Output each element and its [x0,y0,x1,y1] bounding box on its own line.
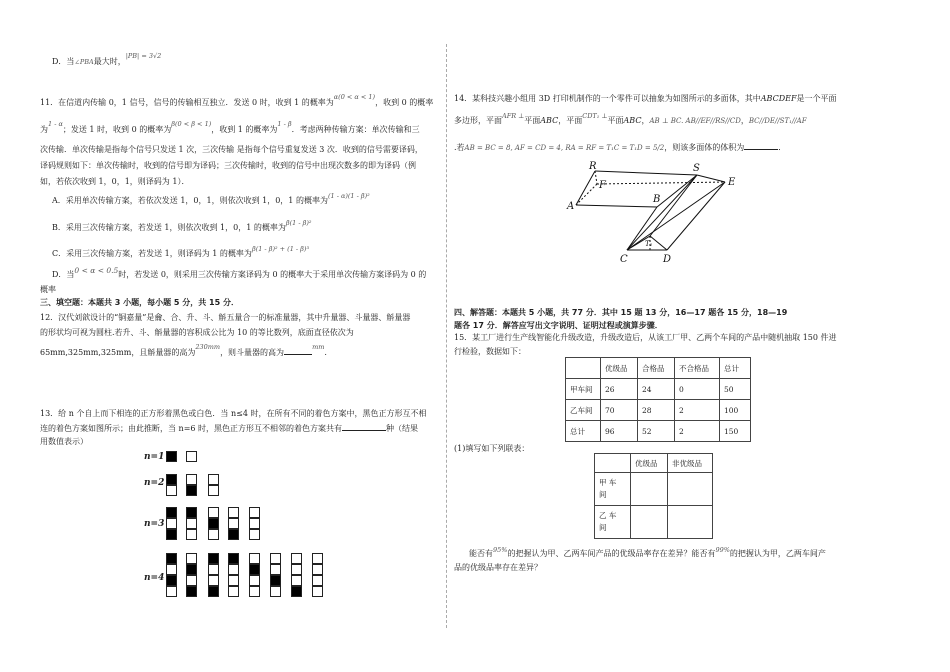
table-cell: 50 [720,379,751,400]
square-white [208,507,219,518]
q14-line3: .若AB = BC = 8, AF = CD = 4, RA = RF = T₁C = T₁D = 5/2，则该多面体的体积为 ． [454,143,787,152]
table-row [566,400,751,421]
table-cell: 甲 车 间 [595,473,631,506]
square-black [208,518,219,529]
square-black [166,507,177,518]
q11-line5: 如，若依次收到 1，0，1，则译码为 1）． [40,177,190,186]
table-cell: 乙车间 [566,400,601,421]
q11-line4: 译码规则如下：单次传输时，收到的信号即为译码；三次传输时，收到的信号中出现次数多的即为译码（例 [40,161,416,170]
table-header-cell: 总计 [720,358,751,379]
square-black [208,586,219,597]
square-white [186,553,197,564]
square-white [270,586,281,597]
square-white [270,564,281,575]
q11-option-d: D．当0 < α < 0.5时，若发送 0，则采用三次传输方案译码为 0 的概率大于采用单次传输方案译码为 0 的 [52,266,427,279]
q13-line1: 13．给 n 个自上而下相连的正方形着黑色或白色．当 n≤4 时，在所有不同的着色方案中，黑色正方形互不相 [40,409,427,418]
table-cell-empty[interactable] [668,506,713,539]
q11-option-a: A．采用单次传输方案，若依次发送 1，0，1，则依次收到 1，0，1 的概率为$^{(1 - \alpha)(1 - \beta)^2}$ [52,192,370,205]
table-cell-empty[interactable] [668,473,713,506]
square-white [312,564,323,575]
square-black [208,553,219,564]
vertex-label-r: R [589,161,597,172]
table-cell: 甲车间 [566,379,601,400]
table-cell: 100 [720,400,751,421]
square-white [186,575,197,586]
q15-line2: 行检验，数据如下： [454,347,526,356]
table-header-cell [566,358,601,379]
table-header-cell: 优级品 [631,454,668,473]
section-4-heading: 四、解答题：本题共 5 小题，共 77 分．其中 15 题 13 分，16—17 题各 15 分，18—19 [454,308,788,317]
square-black [186,485,197,496]
q11-line1: 11．在信道内传输 0，1 信号，信号的传输相互独立．发送 0 时，收到 1 的概率为$^{\alpha(0 < \alpha < 1)}$，收到 0 的概率 [40,93,434,107]
label-n3: n=3 [144,519,165,529]
square-black [166,529,177,540]
table-cell: 26 [601,379,638,400]
vertex-label-d: D [663,254,672,265]
table-row [595,506,713,539]
edge [595,171,697,175]
section-4-heading-cont: 题各 17 分．解答应写出文字说明、证明过程或演算步骤． [454,321,663,330]
square-white [291,553,302,564]
edge [627,175,697,250]
left-column [0,0,445,672]
table-cell: 24 [638,379,675,400]
square-white [228,564,239,575]
q15-question-line2: 品的优级品率存在差异？ [454,563,542,572]
table-row [566,379,751,400]
square-white [249,553,260,564]
square-black [228,529,239,540]
table-cell: 52 [638,421,675,442]
square-white [166,564,177,575]
vertex-label-c: C [620,254,628,265]
square-black [186,507,197,518]
square-white [270,553,281,564]
square-white [208,474,219,485]
table-header-cell: 不合格品 [675,358,720,379]
square-black [186,564,197,575]
table-header-cell: 合格品 [638,358,675,379]
square-white [166,485,177,496]
vertex-label-s: S [693,163,700,174]
table-cell: 乙 车 间 [595,506,631,539]
square-black [249,564,260,575]
edge [576,171,595,205]
q13-line2: 连的着色方案如图所示；由此推断，当 n=6 时，黑色正方形互不相邻的着色方案共有 种（结果 [40,424,419,433]
table-row [566,421,751,442]
table-cell: 150 [720,421,751,442]
square-black [291,586,302,597]
square-black [186,586,197,597]
square-white [312,553,323,564]
square-black [270,575,281,586]
edge [650,236,667,250]
square-white [208,529,219,540]
square-white [249,518,260,529]
q15-part1: (1)填写如下列联表： [454,444,530,453]
right-column [447,0,950,672]
square-white [249,586,260,597]
square-white [291,575,302,586]
q14-answer-blank[interactable] [744,149,778,150]
edge-hidden [595,171,597,184]
q12-answer-blank[interactable] [284,354,312,355]
q15-line1: 15．某工厂进行生产线智能化升级改造，升级改造后，从该工厂甲、乙两个车间的产品中随机抽取 150 件进 [454,333,837,342]
vertex-label-f: F [599,180,606,191]
q11-option-b: B．采用三次传输方案，若发送 1，则依次收到 1，0，1 的概率为$^{\beta(1 - \beta)^2}$ [52,219,312,232]
q14-line1: 14．某科技兴趣小组用 3D 打印机制作的一个零件可以抽象为如图所示的多面体，其中ABCDEF是一个平面 [454,94,837,103]
square-white [208,564,219,575]
square-white [312,586,323,597]
q13-line3: 用数值表示） [40,437,88,446]
vertex-label-a: A [567,201,575,212]
q12-line2: 的形状均可视为圆柱.若升、斗、斛量器的容积成公比为 10 的等比数列，底面直径依次为 [40,328,354,337]
q15-question-line1: 能否有$^{95\%}$的把握认为甲、乙两车间产品的优级品率存在差异？能否有$^{99\%}$的把握认为甲，乙两车间产 [469,546,826,558]
table-cell-empty[interactable] [631,506,668,539]
table-cell: 96 [601,421,638,442]
square-white [186,474,197,485]
square-white [186,529,197,540]
q12-line1: 12．汉代刘歆设计的“铜嘉量”是龠、合、升、斗、斛五量合一的标准量器，其中升量器、斗量器、斛量器 [40,313,411,322]
square-black [166,474,177,485]
square-white [166,586,177,597]
table-cell: 28 [638,400,675,421]
square-white [291,564,302,575]
table-header-cell: 非优级品 [668,454,713,473]
q15-data-table [565,357,751,442]
q14-line2: 多边形，平面$^{AFR \perp}$平面ABC，平面$^{CDT_1 \perp}$平面ABC，AB ⊥ BC. AB//EF//RS//CD，BC//DE//ST₁//AF [454,112,807,125]
vertex-label-t1: T₁ [645,240,653,248]
table-cell: 2 [675,400,720,421]
square-white [312,575,323,586]
square-white [208,485,219,496]
q15-contingency-table [594,453,713,539]
square-white [249,575,260,586]
q13-answer-blank[interactable] [342,430,386,431]
section-3-heading: 三、填空题：本题共 3 小题，每小题 5 分，共 15 分． [40,298,239,307]
label-n2: n=2 [144,478,165,488]
square-black [166,451,177,462]
table-row [595,473,713,506]
table-cell: 0 [675,379,720,400]
q11-option-c: C．采用三次传输方案，若发送 1，则译码为 1 的概率为$^{\beta(1 - \beta)^2 + (1 - \beta)^3}$ [52,245,310,258]
q11-option-d-cont: 概率 [40,285,56,294]
q10-option-d: D．当∠PBA最大时，$^{|PB| = 3√2}$ [52,52,162,66]
edge [650,175,697,236]
square-white [186,518,197,529]
q14-polyhedron-figure [557,158,757,268]
square-white [228,575,239,586]
table-header-cell: 优级品 [601,358,638,379]
square-white [228,586,239,597]
table-header-row [595,454,713,473]
q11-line2: 为$^{1 - \alpha}$；发送 1 时，收到 0 的概率为$^{\beta(0 < \beta < 1)}$，收到 1 的概率为$^{1 - \beta}$．考虑两种传输方案：单次传输和三 [40,120,420,134]
q11-line3: 次传输．单次传输是指每个信号只发送 1 次，三次传输 是指每个信号重复发送 3 次．收到的信号需要译码， [40,145,423,154]
edge [697,175,725,182]
table-cell-empty[interactable] [631,473,668,506]
label-n1: n=1 [144,452,165,462]
square-white [166,518,177,529]
vertex-label-e: E [728,177,736,188]
square-white [186,451,197,462]
edge-hidden [597,182,725,184]
square-white [228,507,239,518]
square-white [249,529,260,540]
table-header-cell [595,454,631,473]
edge [657,175,697,207]
square-black [166,575,177,586]
square-black [166,553,177,564]
edge [627,207,657,250]
square-black [228,553,239,564]
square-white [249,507,260,518]
table-header-row [566,358,751,379]
table-cell: 70 [601,400,638,421]
square-white [208,575,219,586]
q12-line3: 65mm,325mm,325mm，且斛量器的高为$^{230mm}$，则斗量器的高为$^{mm}$. [40,343,327,357]
vertex-label-b: B [653,194,661,205]
edge [576,205,657,207]
label-n4: n=4 [144,573,165,583]
table-cell: 总计 [566,421,601,442]
square-white [228,518,239,529]
table-cell: 2 [675,421,720,442]
